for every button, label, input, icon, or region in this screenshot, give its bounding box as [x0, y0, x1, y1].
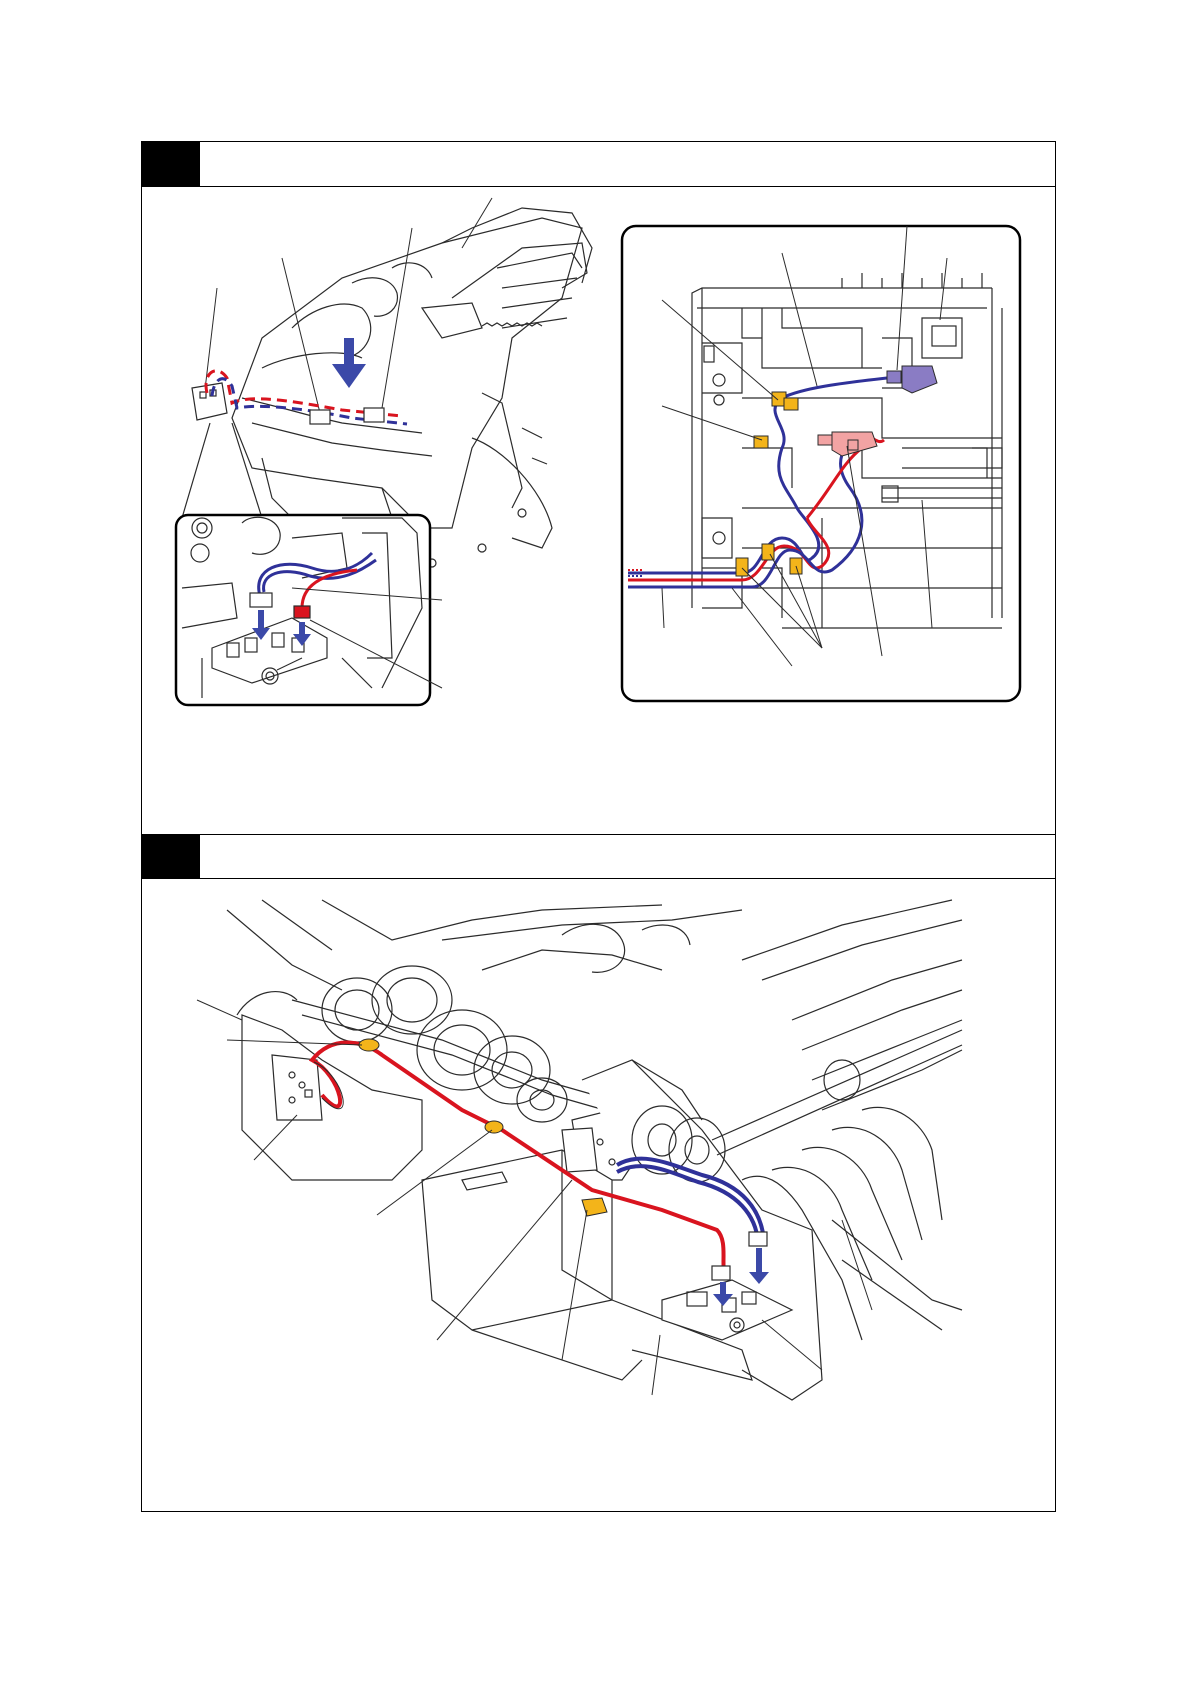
- adf-unit-drawing: [232, 208, 592, 567]
- step-number-tab: [142, 142, 200, 186]
- step-number-tab: [142, 834, 200, 878]
- step-panel-bottom: [141, 834, 1056, 1512]
- sensor-board-left: [192, 383, 227, 420]
- step-header-bottom: [142, 834, 1055, 879]
- step-header-top: [142, 142, 1055, 187]
- roller-assembly-drawing: [227, 900, 962, 1400]
- step-panel-top: [141, 141, 1056, 835]
- bottom-diagram: [142, 880, 1055, 1510]
- inset-frame-right: [622, 226, 1020, 701]
- top-diagram: [142, 188, 1055, 836]
